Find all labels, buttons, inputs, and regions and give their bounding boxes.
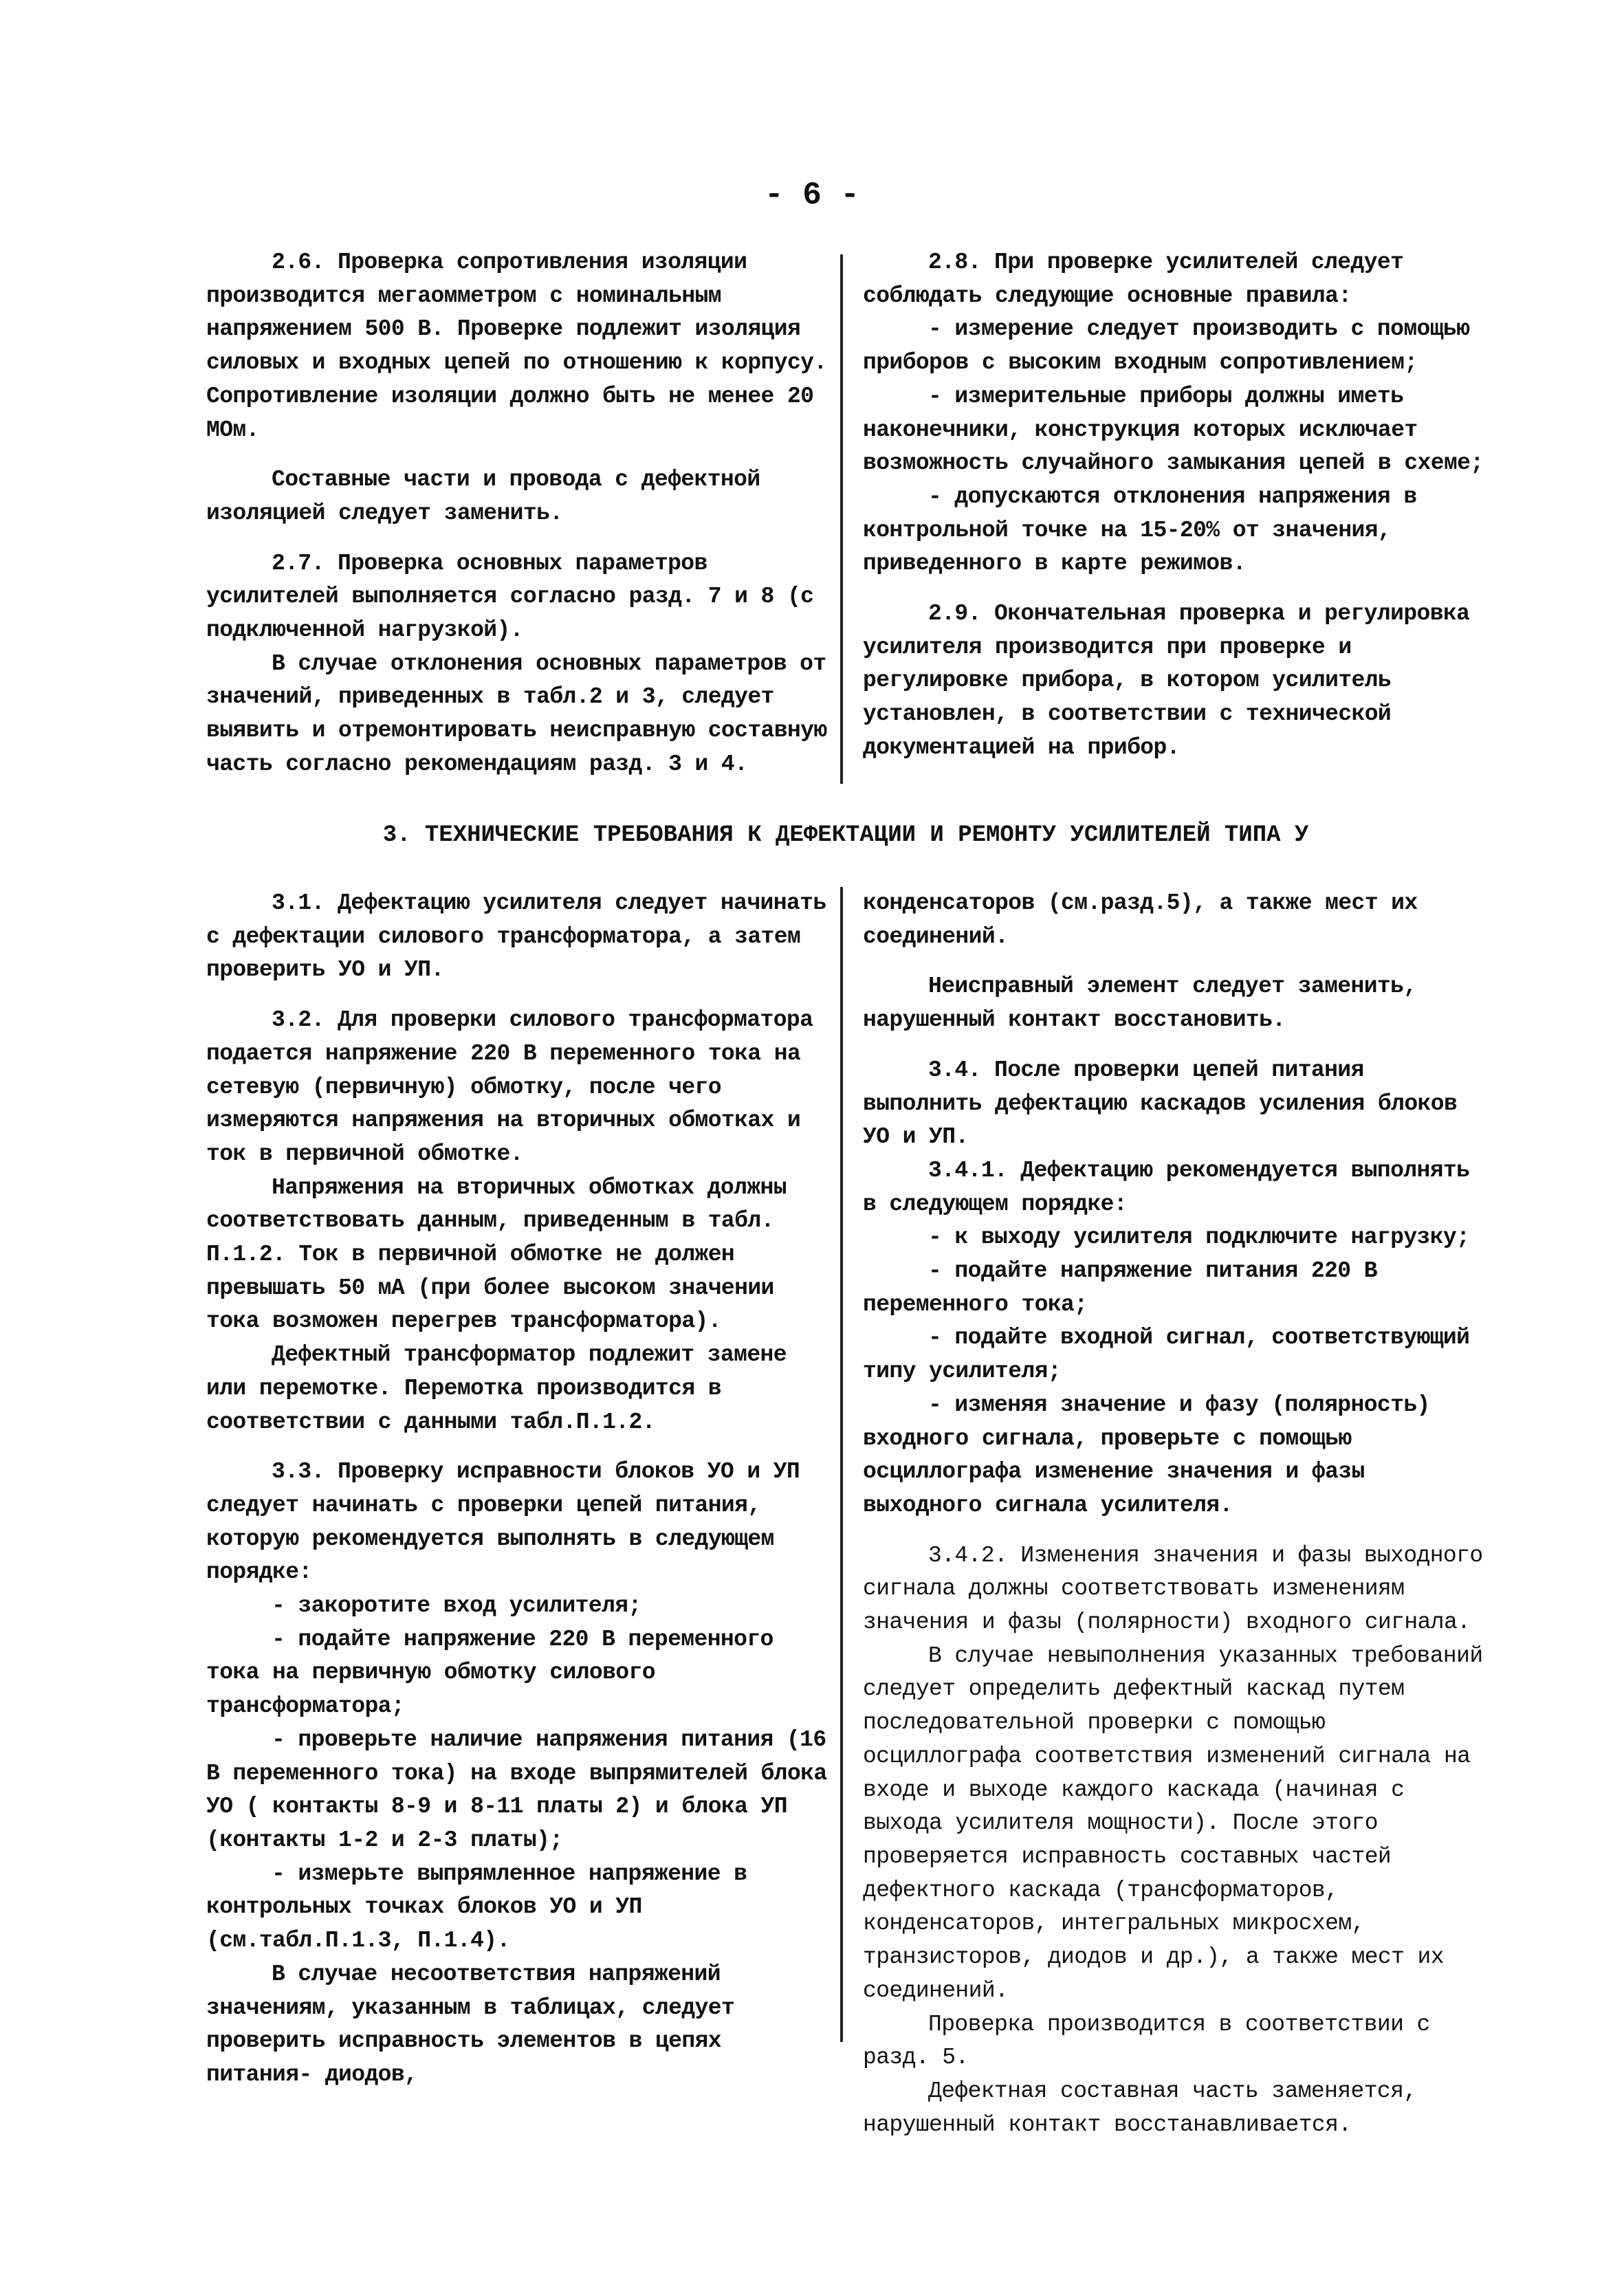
paragraph: конденсаторов (см.разд.5), а также мест их соединений. bbox=[863, 890, 1418, 949]
paragraph-3-1: 3.1. Дефектацию усилителя следует начинать с дефектации силового трансформатора, а затем проверить УО и УП. bbox=[206, 890, 826, 983]
list-item: - проверьте наличие напряжения питания (16 В переменного тока) на входе выпрямителей блока УО ( контакты 8-9 и 8-11 платы 2) и блока УП (контакты 1-2 и 2-3 платы); bbox=[206, 1726, 827, 1853]
list-item: - закоротите вход усилителя; bbox=[272, 1593, 641, 1619]
column-divider bbox=[840, 254, 843, 784]
paragraph-2-8: 2.8. При проверке усилителей следует соблюдать следующие основные правила: bbox=[863, 250, 1404, 309]
paragraph-3-4-2: 3.4.2. Изменения значения и фазы выходного сигнала должны соответствовать изменениям значения и фазы (полярности) входного сигнала. bbox=[863, 1542, 1483, 1636]
list-item: - измерение следует производить с помощью приборов с высоким входным сопротивлением; bbox=[863, 316, 1470, 376]
top-left-column bbox=[206, 246, 829, 798]
paragraph: Дефектная составная часть заменяется, нарушенный контакт восстанавливается. bbox=[863, 2078, 1417, 2138]
list-item: - допускаются отклонения напряжения в контрольной точке на 15-20% от значения, приведенного в карте режимов. bbox=[863, 483, 1417, 577]
column-divider bbox=[840, 887, 843, 2042]
list-item: - подайте входной сигнал, соответствующий типу усилителя; bbox=[863, 1325, 1470, 1385]
paragraph: В случае несоответствия напряжений значениям, указанным в таблицах, следует проверить исправность элементов в цепях питания- диодов, bbox=[206, 1961, 735, 2087]
list-item: - к выходу усилителя подключите нагрузку; bbox=[928, 1225, 1470, 1251]
bottom-left-column bbox=[206, 887, 829, 2092]
paragraph: Неисправный элемент следует заменить, нарушенный контакт восстановить. bbox=[863, 974, 1417, 1033]
list-item: - изменяя значение и фазу (полярность) входного сигнала, проверьте с помощью осциллографа изменение значения и фазы выходного сигнала усилителя. bbox=[863, 1392, 1430, 1518]
paragraph-3-4: 3.4. После проверки цепей питания выполнить дефектацию каскадов усиления блоков УО и УП. bbox=[863, 1057, 1458, 1150]
list-item: - подайте напряжение 220 В переменного тока на первичную обмотку силового трансформатора; bbox=[206, 1626, 773, 1720]
paragraph: Дефектный трансформатор подлежит замене или перемотке. Перемотка производится в соответствии с данными табл.П.1.2. bbox=[206, 1342, 787, 1435]
paragraph-3-3: 3.3. Проверку исправности блоков УО и УП следует начинать с проверки цепей питания, которую рекомендуется выполнять в следующем порядке: bbox=[206, 1459, 800, 1585]
paragraph-2-7: 2.7. Проверка основных параметров усилителей выполняется согласно разд. 7 и 8 (с подключенной нагрузкой). bbox=[206, 550, 814, 644]
paragraph-2-6: 2.6. Проверка сопротивления изоляции производится мегаомметром с номинальным напряжением 500 В. Проверке подлежит изоляция силовых и входных цепей по отношению к корпусу. Сопротивление изоляции должно быть не менее 20 МОм. bbox=[206, 250, 827, 443]
paragraph: Напряжения на вторичных обмотках должны соответствовать данным, приведенным в табл. П.1.2. Ток в первичной обмотке не должен превышать 50 мА (при более высоком значении тока возможен перегрев трансформатора). bbox=[206, 1174, 787, 1335]
list-item: - измерьте выпрямленное напряжение в контрольных точках блоков УО и УП (см.табл.П.1.3, П.1.4). bbox=[206, 1860, 747, 1954]
list-item: - измерительные приборы должны иметь наконечники, конструкция которых исключает возможность случайного замыкания цепей в схеме; bbox=[863, 383, 1484, 476]
section-title: 3. ТЕХНИЧЕСКИЕ ТРЕБОВАНИЯ К ДЕФЕКТАЦИИ И РЕМОНТУ УСИЛИТЕЛЕЙ ТИПА У bbox=[382, 822, 1309, 848]
paragraph: В случае невыполнения указанных требований следует определить дефектный каскад путем последовательной проверки с помощью осциллографа соответствия изменений сигнала на входе и выходе каждого каскада (начиная с выхода усилителя мощности). После этого проверяется исправность составных частей дефектного каскада (трансформаторов, конденсаторов, интегральных микросхем, транзисторов, диодов и др.), а также мест их соединений. bbox=[863, 1643, 1483, 2003]
paragraph-3-2: 3.2. Для проверки силового трансформатора подается напряжение 220 В переменного тока на сетевую (первичную) обмотку, после чего измеряются напряжения на вторичных обмотках и ток в первичной обмотке. bbox=[206, 1007, 813, 1167]
paragraph: Проверка производится в соответствии с разд. 5. bbox=[863, 2011, 1430, 2071]
paragraph-3-4-1: 3.4.1. Дефектацию рекомендуется выполнять в следующем порядке: bbox=[863, 1157, 1470, 1217]
top-right-column bbox=[863, 246, 1485, 782]
list-item: - подайте напряжение питания 220 В переменного тока; bbox=[863, 1258, 1377, 1317]
bottom-right-column bbox=[863, 887, 1485, 2142]
paragraph: Составные части и провода с дефектной изоляцией следует заменить. bbox=[206, 467, 760, 526]
paragraph-2-9: 2.9. Окончательная проверка и регулировка усилителя производится при проверке и регулировке прибора, в котором усилитель установлен, в соответствии с технической документацией на прибор. bbox=[863, 601, 1470, 760]
page-number: - 6 - bbox=[764, 177, 860, 213]
paragraph: В случае отклонения основных параметров от значений, приведенных в табл.2 и 3, следует выявить и отремонтировать неисправную составную часть согласно рекомендациям разд. 3 и 4. bbox=[206, 650, 827, 777]
